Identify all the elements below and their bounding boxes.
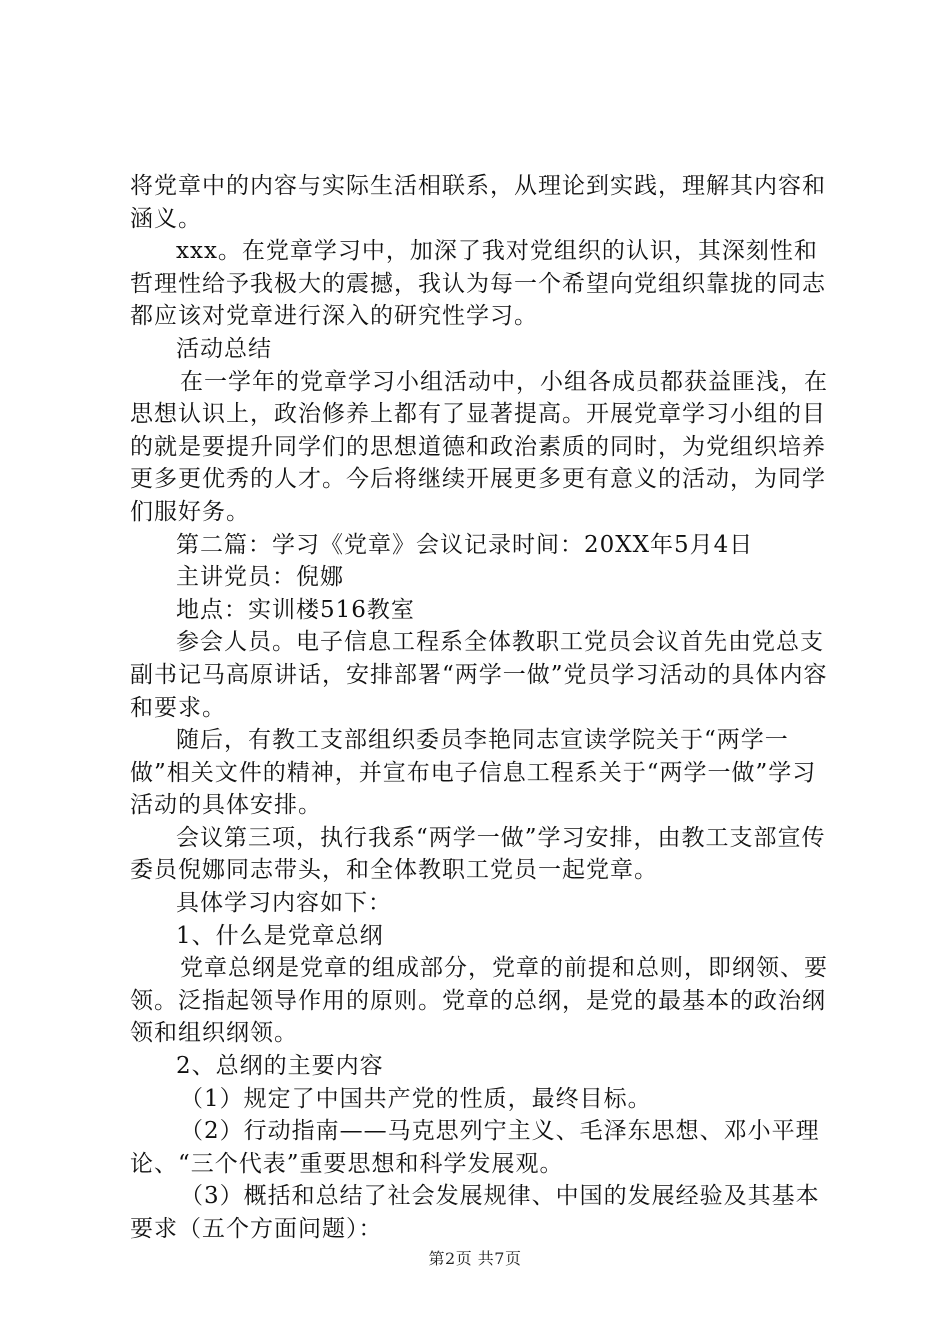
section-heading-part-two: 第二篇：学习《党章》会议记录时间：20XX年5月4日 bbox=[176, 531, 754, 558]
location-line: 地点：实训楼516教室 bbox=[176, 596, 415, 623]
document-body bbox=[130, 170, 830, 1246]
paragraph-6: 会议第三项，执行我系“两学一做”学习安排，由教工支部宣传委员倪娜同志带头，和全体教职工党员一起党章。 bbox=[130, 824, 826, 884]
list-heading-1: 1、什么是党章总纲 bbox=[176, 922, 384, 949]
paragraph-5: 随后，有教工支部组织委员李艳同志宣读学院关于“两学一做”相关文件的精神，并宣布电子信息工程系关于“两学一做”学习活动的具体安排。 bbox=[130, 727, 817, 819]
list-item-1: （1）规定了中国共产党的性质，最终目标。 bbox=[180, 1085, 652, 1112]
list-heading-2: 2、总纲的主要内容 bbox=[176, 1053, 384, 1080]
paragraph-4: 参会人员。电子信息工程系全体教职工党员会议首先由党总支副书记马高原讲话，安排部署“两学一做”党员学习活动的具体内容和要求。 bbox=[130, 629, 828, 721]
paragraph-1: 将党章中的内容与实际生活相联系，从理论到实践，理解其内容和涵义。 bbox=[130, 173, 826, 232]
list-item-3: （3）概括和总结了社会发展规律、中国的发展经验及其基本要求（五个方面问题）： bbox=[130, 1183, 820, 1242]
section-heading-summary: 活动总结 bbox=[176, 335, 272, 362]
paragraph-3: 在一学年的党章学习小组活动中，小组各成员都获益匪浅，在思想认识上，政治修养上都有了显著提高。开展党章学习小组的目的就是要提升同学们的思想道德和政治素质的同时，为党组织培养更多更优秀的人才。今后将继续开展更多更有意义的活动，为同学们服好务。 bbox=[130, 368, 828, 525]
paragraph-8: 党章总纲是党章的组成部分，党章的前提和总则，即纲领、要领。泛指起领导作用的原则。党章的总纲，是党的最基本的政治纲领和组织纲领。 bbox=[130, 955, 828, 1047]
page-number-footer: 第2页 共7页 bbox=[428, 1249, 522, 1268]
paragraph-7: 具体学习内容如下： bbox=[176, 890, 392, 917]
paragraph-2: xxx。在党章学习中，加深了我对党组织的认识，其深刻性和哲理性给予我极大的震撼，我认为每一个希望向党组织靠拢的同志都应该对党章进行深入的研究性学习。 bbox=[130, 238, 826, 330]
speaker-line: 主讲党员：倪娜 bbox=[176, 564, 344, 591]
list-item-2: （2）行动指南——马克思列宁主义、毛泽东思想、邓小平理论、“三个代表”重要思想和科学发展观。 bbox=[130, 1118, 820, 1177]
